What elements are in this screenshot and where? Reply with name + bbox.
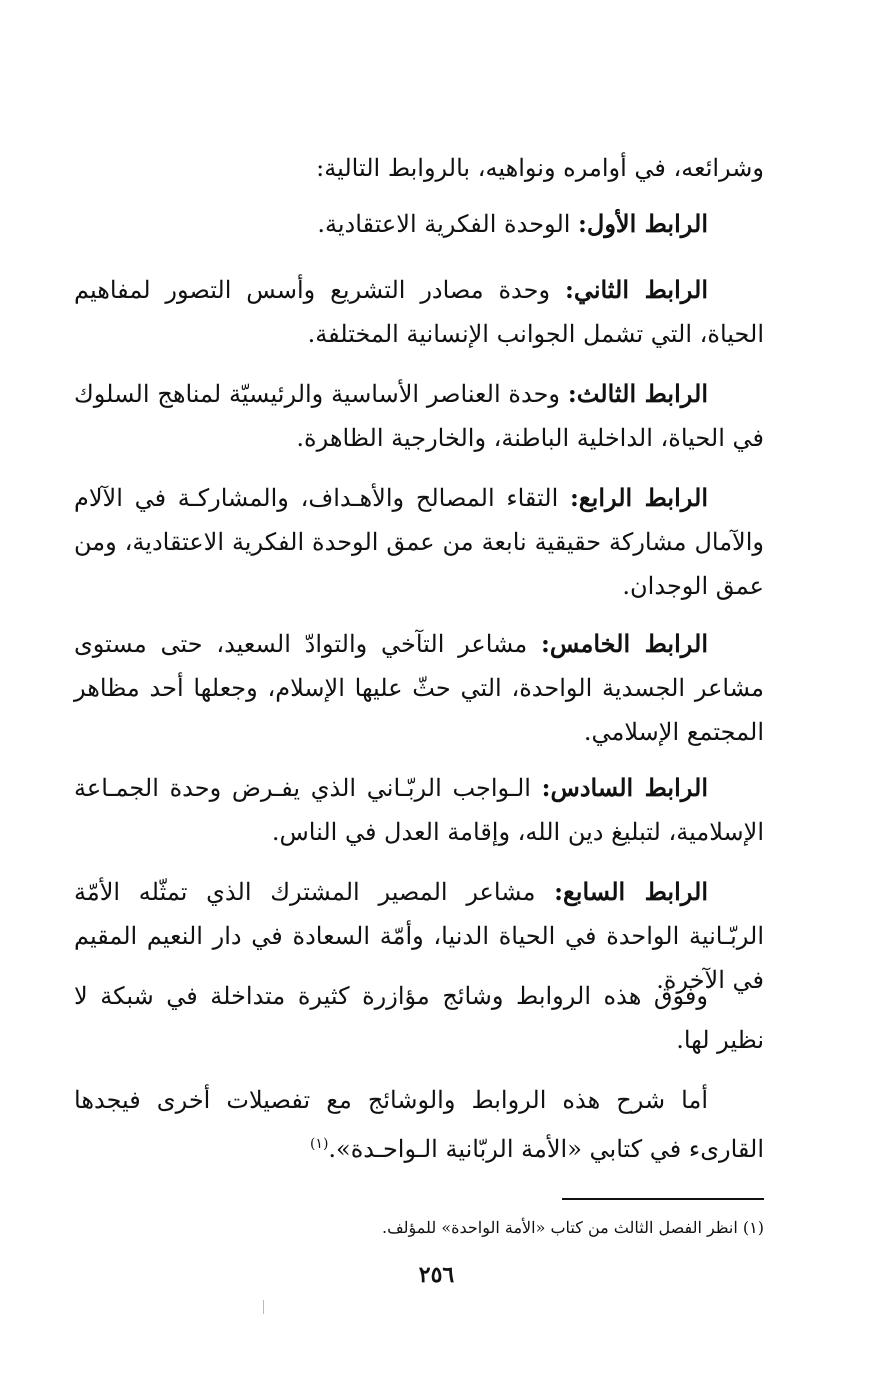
bond-2 [74,268,764,356]
reference-text: أما شرح هذه الروابط والوشائج مع تفصيلات أخرى فيجدها القارىء في كتابي «الأمة الربّانية الـواحـدة». [74,1086,764,1163]
bond-3-text: وحدة العناصر الأساسية والرئيسيّة لمناهج السلوك في الحياة، الداخلية الباطنة، والخارجية الظاهرة. [74,380,764,452]
bond-7-text: مشاعر المصير المشترك الذي تمثّله الأمّة الربّـانية الواحدة في الحياة الدنيا، وأمّة السعادة في دار النعيم المقيم في الآخرة. [74,878,764,994]
bond-7-label: الرابط السابع: [554,877,708,906]
bond-4-label: الرابط الرابع: [570,483,708,512]
footnote: (١) انظر الفصل الثالث من كتاب «الأمة الواحدة» للمؤلف. [382,1218,764,1237]
bond-6-text: الـواجب الربّـاني الذي يفـرض وحدة الجمـاعة الإسلامية، لتبليغ دين الله، وإقامة العدل في الناس. [74,774,764,846]
bond-1-text: الوحدة الفكرية الاعتقادية. [317,210,579,238]
bond-5-label: الرابط الخامس: [541,629,708,658]
bond-2-text: وحدة مصادر التشريع وأسس التصور لمفاهيم الحياة، التي تشمل الجوانب الإنسانية المختلفة. [74,276,764,348]
footnote-marker: (١) [309,1136,329,1152]
footnote-divider [562,1198,764,1200]
network-paragraph [74,974,764,1062]
bond-5 [74,622,764,754]
bond-1 [74,202,764,246]
bond-3 [74,372,764,460]
bond-2-label: الرابط الثاني: [564,275,708,304]
scan-mark [263,1300,264,1314]
reference-paragraph [74,1078,764,1171]
bond-6 [74,766,764,854]
bond-5-text: مشاعر التآخي والتوادّ السعيد، حتى مستوى مشاعر الجسدية الواحدة، التي حثّ عليها الإسلام، وجعلها أحد مظاهر المجتمع الإسلامي. [74,630,764,746]
intro-paragraph [74,146,764,190]
page-number: ٢٥٦ [418,1262,455,1288]
bond-3-label: الرابط الثالث: [567,379,709,408]
bond-6-label: الرابط السادس: [541,773,708,802]
intro-text: وشرائعه، في أوامره ونواهيه، بالروابط التالية: [316,154,764,182]
network-text: وفوق هذه الروابط وشائج مؤازرة كثيرة متداخلة في شبكة لا نظير لها. [74,982,764,1054]
bond-4-text: التقاء المصالح والأهـداف، والمشاركـة في الآلام والآمال مشاركة حقيقية نابعة من عمق الوحدة الفكرية الاعتقادية، ومن عمق الوجدان. [74,484,764,600]
bond-1-label: الرابط الأول: [578,209,708,238]
bond-4 [74,476,764,608]
